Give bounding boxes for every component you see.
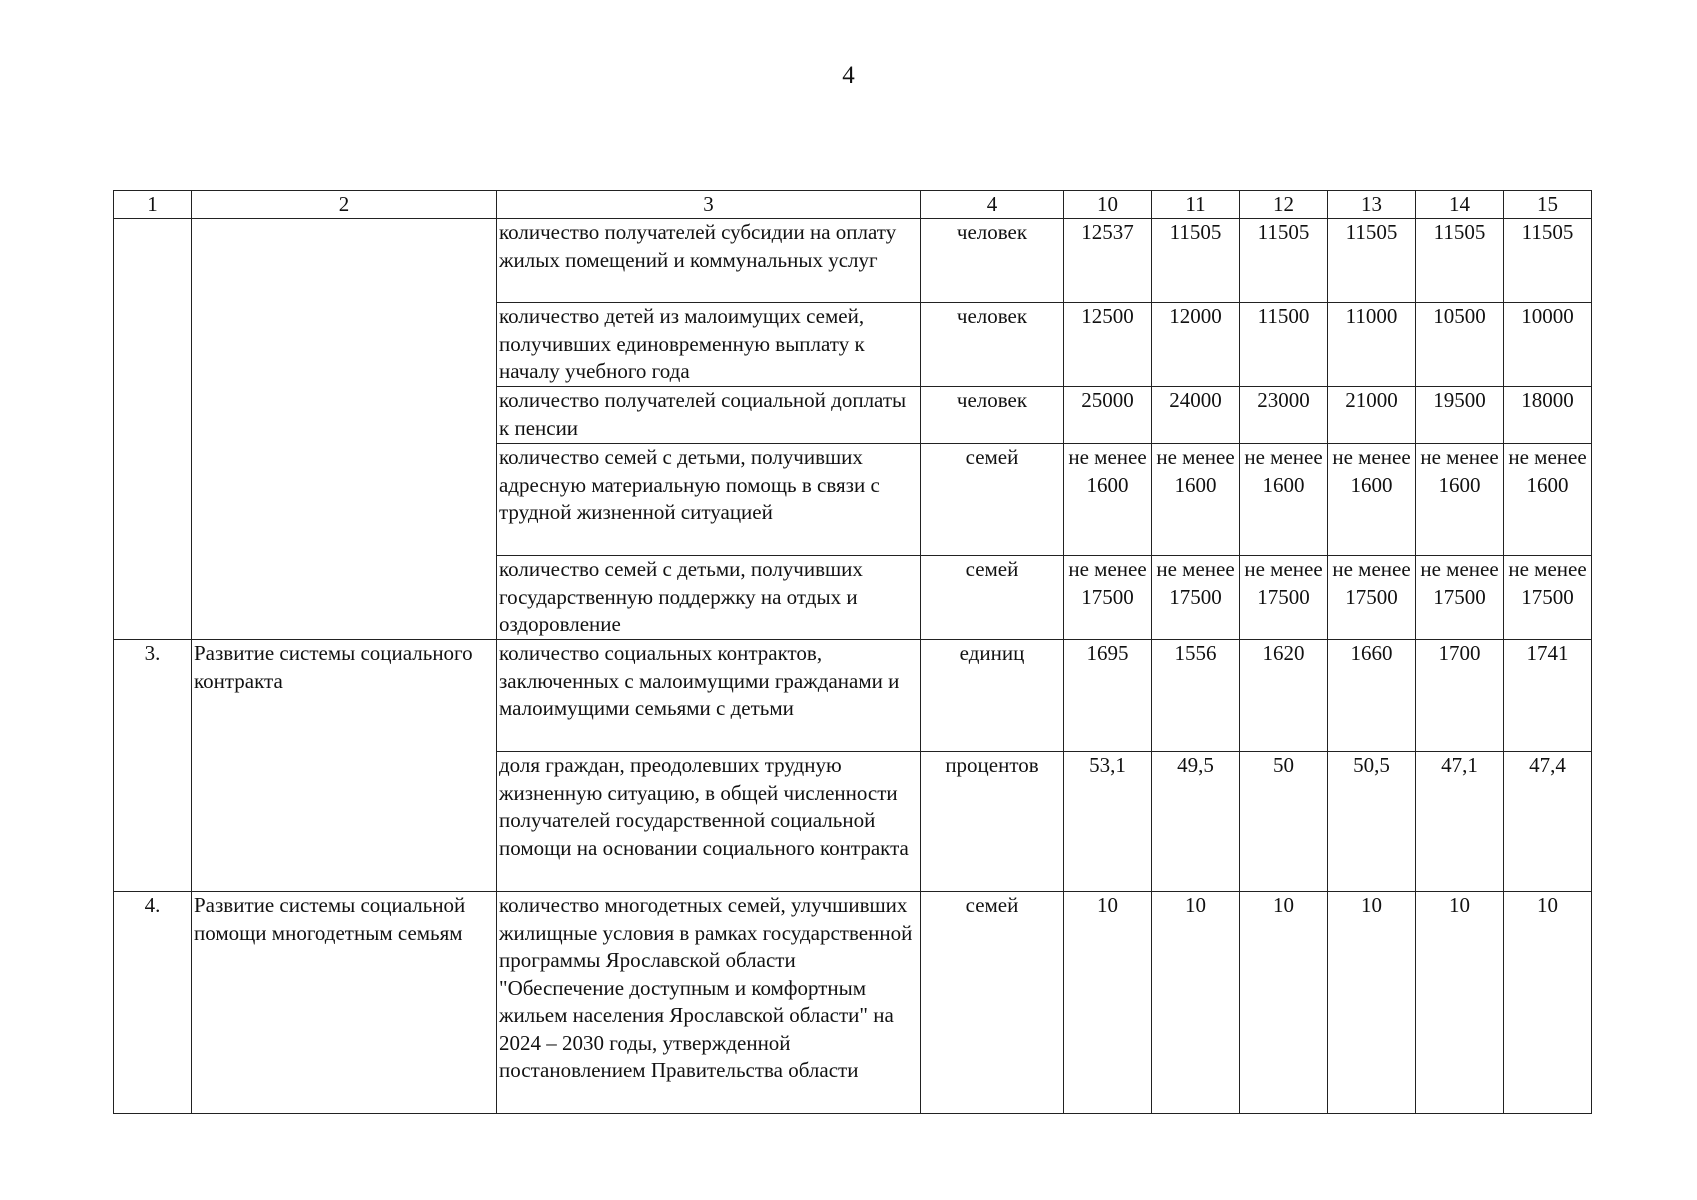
page-number: 4 bbox=[842, 62, 855, 89]
value-cell: 50 bbox=[1240, 752, 1328, 892]
value-cell: 11505 bbox=[1504, 219, 1592, 303]
value-cell: не менее 1600 bbox=[1416, 444, 1504, 556]
value-cell: 10 bbox=[1504, 892, 1592, 1114]
row-number-cell bbox=[114, 219, 192, 640]
value-cell: не менее 1600 bbox=[1240, 444, 1328, 556]
task-cell: Развитие системы социального контракта bbox=[192, 640, 497, 892]
header-cell: 13 bbox=[1328, 191, 1416, 219]
indicator-cell: количество социальных контрактов, заключенных с малоимущими гражданами и малоимущими семьями с детьми bbox=[497, 640, 921, 752]
table-row bbox=[114, 892, 1592, 1114]
value-cell: 53,1 bbox=[1064, 752, 1152, 892]
value-cell: 1700 bbox=[1416, 640, 1504, 752]
value-cell: не менее 17500 bbox=[1152, 556, 1240, 640]
indicator-cell: количество семей с детьми, получивших государственную поддержку на отдых и оздоровление bbox=[497, 556, 921, 640]
header-cell: 1 bbox=[114, 191, 192, 219]
unit-cell: человек bbox=[921, 387, 1064, 444]
indicator-cell: количество детей из малоимущих семей, получивших единовременную выплату к началу учебного года bbox=[497, 303, 921, 387]
row-number-cell: 4. bbox=[114, 892, 192, 1114]
indicator-cell: доля граждан, преодолевших трудную жизненную ситуацию, в общей численности получателей государственной социальной помощи на основании социального контракта bbox=[497, 752, 921, 892]
value-cell: 19500 bbox=[1416, 387, 1504, 444]
value-cell: 12000 bbox=[1152, 303, 1240, 387]
header-cell: 10 bbox=[1064, 191, 1152, 219]
header-cell: 3 bbox=[497, 191, 921, 219]
value-cell: 25000 bbox=[1064, 387, 1152, 444]
header-cell: 11 bbox=[1152, 191, 1240, 219]
header-cell: 4 bbox=[921, 191, 1064, 219]
value-cell: 10 bbox=[1152, 892, 1240, 1114]
value-cell: 23000 bbox=[1240, 387, 1328, 444]
value-cell: 1620 bbox=[1240, 640, 1328, 752]
indicator-cell: количество получателей субсидии на оплату жилых помещений и коммунальных услуг bbox=[497, 219, 921, 303]
header-cell: 15 bbox=[1504, 191, 1592, 219]
value-cell: 11505 bbox=[1152, 219, 1240, 303]
unit-cell: единиц bbox=[921, 640, 1064, 752]
indicator-cell: количество многодетных семей, улучшивших жилищные условия в рамках государственной программы Ярославской области "Обеспечение доступным и комфортным жильем населения Ярославской области" на 2024 – 2030 годы, утвержденной постановлением Правительства области bbox=[497, 892, 921, 1114]
unit-cell: семей bbox=[921, 556, 1064, 640]
value-cell: 12537 bbox=[1064, 219, 1152, 303]
indicators-table bbox=[113, 190, 1592, 1114]
unit-cell: человек bbox=[921, 219, 1064, 303]
value-cell: 1556 bbox=[1152, 640, 1240, 752]
header-cell: 14 bbox=[1416, 191, 1504, 219]
indicator-cell: количество получателей социальной доплаты к пенсии bbox=[497, 387, 921, 444]
unit-cell: семей bbox=[921, 444, 1064, 556]
value-cell: 10 bbox=[1416, 892, 1504, 1114]
unit-cell: человек bbox=[921, 303, 1064, 387]
value-cell: не менее 17500 bbox=[1504, 556, 1592, 640]
value-cell: не менее 17500 bbox=[1328, 556, 1416, 640]
table-header-row bbox=[114, 191, 1592, 219]
value-cell: 11505 bbox=[1240, 219, 1328, 303]
unit-cell: процентов bbox=[921, 752, 1064, 892]
value-cell: не менее 1600 bbox=[1328, 444, 1416, 556]
value-cell: 24000 bbox=[1152, 387, 1240, 444]
value-cell: не менее 17500 bbox=[1416, 556, 1504, 640]
value-cell: 1695 bbox=[1064, 640, 1152, 752]
table-row bbox=[114, 219, 1592, 303]
table-row bbox=[114, 640, 1592, 752]
value-cell: 11505 bbox=[1416, 219, 1504, 303]
value-cell: 10 bbox=[1328, 892, 1416, 1114]
value-cell: 11505 bbox=[1328, 219, 1416, 303]
value-cell: не менее 17500 bbox=[1064, 556, 1152, 640]
row-number-cell: 3. bbox=[114, 640, 192, 892]
value-cell: 10 bbox=[1240, 892, 1328, 1114]
value-cell: 50,5 bbox=[1328, 752, 1416, 892]
header-cell: 2 bbox=[192, 191, 497, 219]
value-cell: 12500 bbox=[1064, 303, 1152, 387]
header-cell: 12 bbox=[1240, 191, 1328, 219]
indicator-cell: количество семей с детьми, получивших адресную материальную помощь в связи с трудной жизненной ситуацией bbox=[497, 444, 921, 556]
value-cell: не менее 1600 bbox=[1152, 444, 1240, 556]
value-cell: 11000 bbox=[1328, 303, 1416, 387]
value-cell: 10000 bbox=[1504, 303, 1592, 387]
value-cell: 10 bbox=[1064, 892, 1152, 1114]
value-cell: 1660 bbox=[1328, 640, 1416, 752]
value-cell: 1741 bbox=[1504, 640, 1592, 752]
value-cell: 11500 bbox=[1240, 303, 1328, 387]
value-cell: 47,4 bbox=[1504, 752, 1592, 892]
value-cell: не менее 17500 bbox=[1240, 556, 1328, 640]
task-cell: Развитие системы социальной помощи многодетным семьям bbox=[192, 892, 497, 1114]
value-cell: 49,5 bbox=[1152, 752, 1240, 892]
task-cell bbox=[192, 219, 497, 640]
value-cell: 10500 bbox=[1416, 303, 1504, 387]
value-cell: не менее 1600 bbox=[1504, 444, 1592, 556]
unit-cell: семей bbox=[921, 892, 1064, 1114]
value-cell: 18000 bbox=[1504, 387, 1592, 444]
value-cell: 21000 bbox=[1328, 387, 1416, 444]
value-cell: 47,1 bbox=[1416, 752, 1504, 892]
value-cell: не менее 1600 bbox=[1064, 444, 1152, 556]
